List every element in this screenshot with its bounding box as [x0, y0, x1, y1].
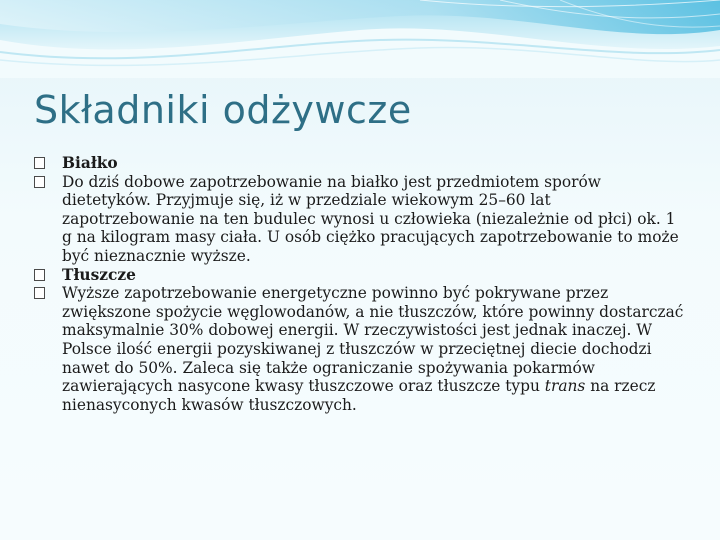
list-item-tluszcze-desc: [34, 284, 684, 414]
decorative-wave-header: [0, 0, 720, 78]
bullet-heading: Tłuszcze: [62, 265, 136, 284]
bullet-box-icon: [34, 176, 45, 188]
list-item-bialko: [34, 154, 684, 173]
bullet-box-icon: [34, 269, 45, 281]
bullet-text: Do dziś dobowe zapotrzebowanie na białko jest przedmiotem sporów dietetyków. Przyjmuje się, iż w przedziale wiekowym 25–60 lat zapotrzebowanie na ten budulec wynosi u człowieka (niezależnie od płci) ok. 1 g na kilogram masy ciała. U osób ciężko pracujących zapotrzebowanie to może być nieznacznie wyższe.: [62, 172, 679, 265]
list-item-tluszcze: [34, 266, 684, 285]
bullet-text-italic: trans: [544, 377, 586, 396]
bullet-list: [34, 154, 684, 414]
bullet-box-icon: [34, 287, 45, 299]
bullet-box-icon: [34, 157, 45, 169]
slide-title: Składniki odżywcze: [34, 88, 412, 132]
bullet-text-part: na rzecz nienasyconych kwasów tłuszczowych.: [62, 377, 656, 414]
list-item-bialko-desc: [34, 173, 684, 266]
bullet-heading: Białko: [62, 154, 118, 172]
bullet-text-part: Wyższe zapotrzebowanie energetyczne powinno być pokrywane przez zwiększone spożycie węglowodanów, a nie tłuszczów, które powinny dostarczać maksymalnie 30% dobowej energii. W rzeczywistości jest jednak inaczej. W Polsce ilość energii pozyskiwanej z tłuszczów w przeciętnej diecie dochodzi nawet do 50%. Zaleca się także ograniczanie spożywania pokarmów zawierających nasycone kwasy tłuszczowe oraz tłuszcze typu: [62, 284, 684, 396]
